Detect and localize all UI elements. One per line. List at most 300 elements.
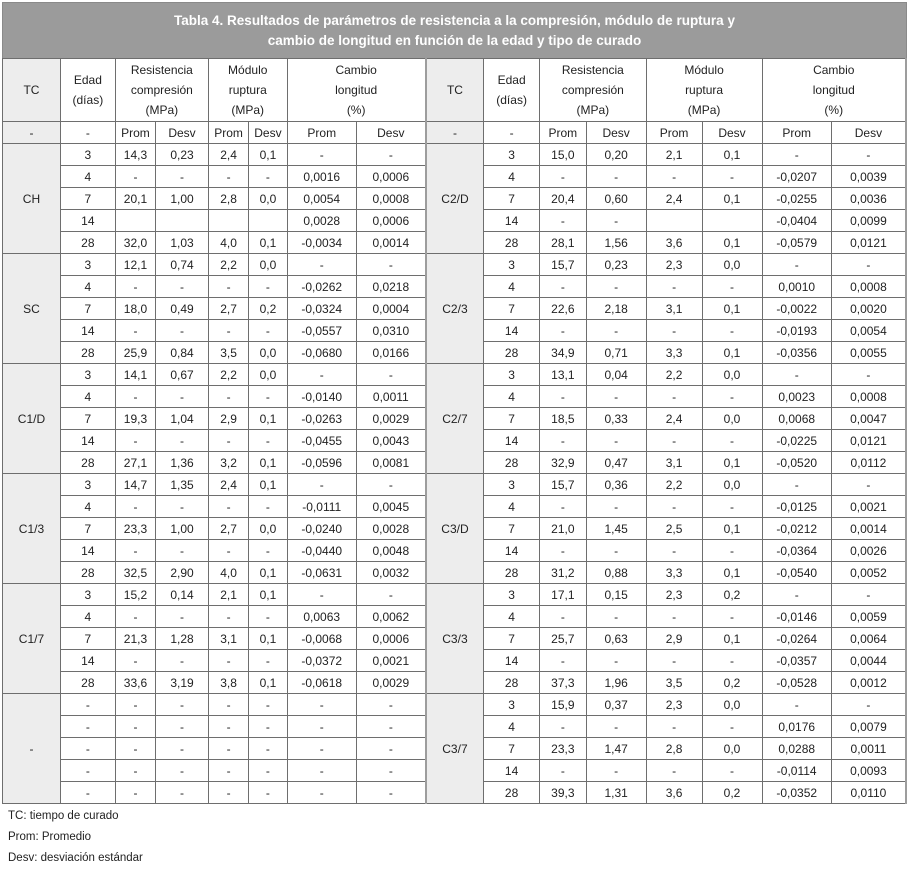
- subheader-edad-right: -: [484, 122, 540, 144]
- cambio-desv-cell: -: [356, 716, 425, 738]
- modulo-desv-cell: 0,1: [249, 584, 287, 606]
- cambio-desv-cell: -: [831, 144, 906, 166]
- resistencia-desv-cell: 0,33: [586, 408, 646, 430]
- edad-cell: 14: [60, 320, 115, 342]
- cambio-desv-cell: 0,0047: [831, 408, 906, 430]
- modulo-prom-cell: 2,3: [646, 584, 702, 606]
- modulo-prom-cell: [208, 210, 248, 232]
- resistencia-desv-cell: 0,88: [586, 562, 646, 584]
- modulo-prom-cell: -: [208, 738, 248, 760]
- resistencia-desv-cell: 0,04: [586, 364, 646, 386]
- resistencia-prom-cell: 25,7: [540, 628, 587, 650]
- header-tc-left: TC: [3, 59, 61, 122]
- cambio-prom-cell: -: [287, 760, 356, 782]
- cambio-prom-cell: -0,0324: [287, 298, 356, 320]
- modulo-desv-cell: [702, 210, 762, 232]
- header-row: [3, 59, 907, 122]
- edad-cell: 14: [60, 430, 115, 452]
- cambio-desv-cell: 0,0054: [831, 320, 906, 342]
- resistencia-prom-cell: 34,9: [540, 342, 587, 364]
- cambio-prom-cell: -0,0631: [287, 562, 356, 584]
- header-resistencia-left: Resistencia compresión (MPa): [115, 59, 208, 122]
- modulo-desv-cell: -: [702, 386, 762, 408]
- resistencia-desv-cell: -: [586, 496, 646, 518]
- resistencia-prom-cell: -: [115, 386, 155, 408]
- tc-group-label: C3/3: [426, 584, 484, 694]
- modulo-prom-cell: 2,7: [208, 298, 248, 320]
- cambio-prom-cell: -0,0680: [287, 342, 356, 364]
- cambio-prom-cell: -: [287, 716, 356, 738]
- cambio-prom-cell: -0,0240: [287, 518, 356, 540]
- subheader-prom: Prom: [287, 122, 356, 144]
- cambio-desv-cell: -: [356, 760, 425, 782]
- resistencia-desv-cell: -: [156, 650, 209, 672]
- resistencia-desv-cell: 0,15: [586, 584, 646, 606]
- resistencia-prom-cell: 27,1: [115, 452, 155, 474]
- resistencia-prom-cell: -: [540, 606, 587, 628]
- edad-cell: 3: [484, 474, 540, 496]
- table-row: [3, 254, 907, 276]
- edad-cell: 4: [60, 386, 115, 408]
- subheader-edad-left: -: [60, 122, 115, 144]
- resistencia-desv-cell: -: [156, 166, 209, 188]
- edad-cell: 28: [60, 232, 115, 254]
- resistencia-prom-cell: -: [540, 650, 587, 672]
- cambio-desv-cell: 0,0093: [831, 760, 906, 782]
- resistencia-prom-cell: 28,1: [540, 232, 587, 254]
- header-edad-right: Edad (días): [484, 59, 540, 122]
- table-body: [3, 144, 907, 804]
- resistencia-desv-cell: 0,63: [586, 628, 646, 650]
- resistencia-prom-cell: 21,0: [540, 518, 587, 540]
- modulo-prom-cell: -: [646, 540, 702, 562]
- resistencia-desv-cell: -: [586, 210, 646, 232]
- cambio-prom-cell: -: [287, 254, 356, 276]
- modulo-prom-cell: -: [646, 760, 702, 782]
- resistencia-desv-cell: 1,36: [156, 452, 209, 474]
- resistencia-prom-cell: 14,7: [115, 474, 155, 496]
- edad-cell: 7: [60, 628, 115, 650]
- resistencia-desv-cell: 0,71: [586, 342, 646, 364]
- resistencia-prom-cell: -: [115, 782, 155, 804]
- modulo-prom-cell: -: [208, 166, 248, 188]
- tc-group-label: C2/7: [426, 364, 484, 474]
- modulo-desv-cell: 0,1: [249, 562, 287, 584]
- modulo-desv-cell: -: [249, 716, 287, 738]
- cambio-desv-cell: 0,0008: [356, 188, 425, 210]
- cambio-desv-cell: 0,0055: [831, 342, 906, 364]
- modulo-prom-cell: 2,8: [646, 738, 702, 760]
- modulo-prom-cell: 3,8: [208, 672, 248, 694]
- resistencia-desv-cell: -: [156, 276, 209, 298]
- table-row: [3, 694, 907, 716]
- modulo-prom-cell: -: [646, 430, 702, 452]
- cambio-prom-cell: -0,0193: [762, 320, 831, 342]
- cambio-desv-cell: 0,0064: [831, 628, 906, 650]
- edad-cell: 3: [60, 474, 115, 496]
- modulo-desv-cell: -: [702, 276, 762, 298]
- cambio-prom-cell: -0,0212: [762, 518, 831, 540]
- resistencia-prom-cell: 23,3: [115, 518, 155, 540]
- header-modulo-right: Módulo ruptura (MPa): [646, 59, 762, 122]
- resistencia-prom-cell: 14,1: [115, 364, 155, 386]
- modulo-desv-cell: -: [702, 166, 762, 188]
- modulo-prom-cell: 2,9: [646, 628, 702, 650]
- cambio-desv-cell: 0,0021: [831, 496, 906, 518]
- tc-group-label: C1/D: [3, 364, 61, 474]
- resistencia-prom-cell: 13,1: [540, 364, 587, 386]
- resistencia-desv-cell: 1,35: [156, 474, 209, 496]
- modulo-prom-cell: 3,3: [646, 562, 702, 584]
- cambio-prom-cell: -: [762, 584, 831, 606]
- modulo-desv-cell: 0,2: [249, 298, 287, 320]
- resistencia-prom-cell: 22,6: [540, 298, 587, 320]
- modulo-prom-cell: -: [646, 166, 702, 188]
- edad-cell: 4: [60, 276, 115, 298]
- modulo-prom-cell: -: [646, 320, 702, 342]
- tc-group-label: C1/3: [3, 474, 61, 584]
- header-cambio-right: Cambio longitud (%): [762, 59, 906, 122]
- resistencia-prom-cell: -: [540, 276, 587, 298]
- resistencia-prom-cell: 23,3: [540, 738, 587, 760]
- cambio-desv-cell: -: [356, 144, 425, 166]
- resistencia-desv-cell: -: [156, 694, 209, 716]
- modulo-prom-cell: 3,1: [646, 452, 702, 474]
- cambio-prom-cell: -0,0557: [287, 320, 356, 342]
- modulo-prom-cell: 3,3: [646, 342, 702, 364]
- cambio-desv-cell: -: [831, 584, 906, 606]
- edad-cell: 28: [60, 672, 115, 694]
- cambio-desv-cell: 0,0110: [831, 782, 906, 804]
- modulo-desv-cell: -: [702, 430, 762, 452]
- resistencia-desv-cell: 0,60: [586, 188, 646, 210]
- resistencia-prom-cell: 39,3: [540, 782, 587, 804]
- modulo-desv-cell: 0,1: [249, 452, 287, 474]
- modulo-desv-cell: -: [702, 606, 762, 628]
- cambio-prom-cell: -0,0540: [762, 562, 831, 584]
- edad-cell: 4: [484, 716, 540, 738]
- resistencia-desv-cell: 1,28: [156, 628, 209, 650]
- edad-cell: 7: [60, 298, 115, 320]
- modulo-prom-cell: 3,5: [646, 672, 702, 694]
- modulo-desv-cell: -: [249, 320, 287, 342]
- cambio-desv-cell: 0,0036: [831, 188, 906, 210]
- modulo-prom-cell: -: [208, 276, 248, 298]
- modulo-prom-cell: -: [208, 496, 248, 518]
- resistencia-prom-cell: 14,3: [115, 144, 155, 166]
- resistencia-prom-cell: 18,0: [115, 298, 155, 320]
- modulo-prom-cell: 4,0: [208, 562, 248, 584]
- modulo-desv-cell: -: [702, 540, 762, 562]
- cambio-prom-cell: 0,0028: [287, 210, 356, 232]
- resistencia-desv-cell: -: [586, 540, 646, 562]
- resistencia-prom-cell: -: [540, 496, 587, 518]
- resistencia-desv-cell: -: [156, 430, 209, 452]
- resistencia-prom-cell: -: [540, 210, 587, 232]
- modulo-desv-cell: 0,1: [249, 672, 287, 694]
- table-row: [3, 144, 907, 166]
- cambio-desv-cell: 0,0028: [356, 518, 425, 540]
- resistencia-desv-cell: -: [156, 496, 209, 518]
- resistencia-prom-cell: 32,0: [115, 232, 155, 254]
- modulo-prom-cell: -: [208, 760, 248, 782]
- cambio-desv-cell: 0,0029: [356, 408, 425, 430]
- modulo-desv-cell: 0,1: [702, 562, 762, 584]
- cambio-desv-cell: 0,0011: [356, 386, 425, 408]
- edad-cell: 7: [484, 738, 540, 760]
- header-resistencia-right: Resistencia compresión (MPa): [540, 59, 647, 122]
- modulo-prom-cell: -: [208, 386, 248, 408]
- edad-cell: -: [60, 716, 115, 738]
- cambio-prom-cell: -0,0579: [762, 232, 831, 254]
- resistencia-prom-cell: -: [540, 386, 587, 408]
- edad-cell: 28: [484, 452, 540, 474]
- table-title: [2, 2, 907, 58]
- modulo-desv-cell: 0,1: [702, 342, 762, 364]
- subheader-prom: Prom: [115, 122, 155, 144]
- subheader-desv: Desv: [249, 122, 287, 144]
- modulo-desv-cell: 0,0: [702, 364, 762, 386]
- cambio-prom-cell: 0,0176: [762, 716, 831, 738]
- modulo-desv-cell: 0,0: [249, 188, 287, 210]
- resistencia-desv-cell: 1,45: [586, 518, 646, 540]
- modulo-desv-cell: 0,1: [249, 144, 287, 166]
- resistencia-desv-cell: 1,00: [156, 518, 209, 540]
- resistencia-prom-cell: -: [540, 166, 587, 188]
- modulo-desv-cell: 0,0: [702, 738, 762, 760]
- resistencia-desv-cell: 1,47: [586, 738, 646, 760]
- modulo-prom-cell: 2,2: [646, 364, 702, 386]
- modulo-desv-cell: -: [249, 738, 287, 760]
- modulo-desv-cell: 0,1: [249, 408, 287, 430]
- resistencia-prom-cell: 20,4: [540, 188, 587, 210]
- tc-group-label: C3/7: [426, 694, 484, 804]
- cambio-prom-cell: -0,0372: [287, 650, 356, 672]
- cambio-prom-cell: -: [287, 584, 356, 606]
- modulo-prom-cell: 4,0: [208, 232, 248, 254]
- resistencia-desv-cell: -: [156, 782, 209, 804]
- modulo-desv-cell: 0,2: [702, 584, 762, 606]
- cambio-prom-cell: -0,0207: [762, 166, 831, 188]
- subheader-desv: Desv: [586, 122, 646, 144]
- modulo-prom-cell: -: [646, 716, 702, 738]
- subheader-prom: Prom: [646, 122, 702, 144]
- cambio-desv-cell: 0,0052: [831, 562, 906, 584]
- edad-cell: 14: [484, 320, 540, 342]
- cambio-prom-cell: 0,0288: [762, 738, 831, 760]
- resistencia-desv-cell: 2,90: [156, 562, 209, 584]
- cambio-desv-cell: 0,0310: [356, 320, 425, 342]
- header-tc-right: TC: [426, 59, 484, 122]
- resistencia-desv-cell: -: [156, 320, 209, 342]
- modulo-desv-cell: 0,0: [702, 474, 762, 496]
- subheader-prom: Prom: [208, 122, 248, 144]
- edad-cell: 28: [484, 342, 540, 364]
- cambio-desv-cell: 0,0079: [831, 716, 906, 738]
- modulo-prom-cell: 2,9: [208, 408, 248, 430]
- edad-cell: 7: [484, 628, 540, 650]
- modulo-desv-cell: -: [702, 496, 762, 518]
- cambio-prom-cell: -0,0352: [762, 782, 831, 804]
- cambio-desv-cell: -: [356, 364, 425, 386]
- resistencia-prom-cell: -: [540, 716, 587, 738]
- resistencia-prom-cell: 32,5: [115, 562, 155, 584]
- resistencia-prom-cell: [115, 210, 155, 232]
- modulo-desv-cell: [249, 210, 287, 232]
- table-title-line-1: Tabla 4. Resultados de parámetros de resistencia a la compresión, módulo de ruptura y: [174, 13, 735, 28]
- modulo-prom-cell: [646, 210, 702, 232]
- cambio-prom-cell: -0,0520: [762, 452, 831, 474]
- modulo-desv-cell: 0,1: [249, 628, 287, 650]
- modulo-prom-cell: 3,6: [646, 782, 702, 804]
- cambio-prom-cell: -0,0264: [762, 628, 831, 650]
- cambio-desv-cell: -: [831, 474, 906, 496]
- resistencia-desv-cell: 1,00: [156, 188, 209, 210]
- modulo-prom-cell: 3,1: [646, 298, 702, 320]
- resistencia-prom-cell: -: [540, 540, 587, 562]
- resistencia-prom-cell: 12,1: [115, 254, 155, 276]
- resistencia-prom-cell: -: [115, 694, 155, 716]
- resistencia-desv-cell: 0,36: [586, 474, 646, 496]
- edad-cell: -: [60, 782, 115, 804]
- modulo-desv-cell: -: [702, 716, 762, 738]
- modulo-desv-cell: -: [249, 760, 287, 782]
- edad-cell: -: [60, 694, 115, 716]
- cambio-prom-cell: 0,0068: [762, 408, 831, 430]
- subheader-prom: Prom: [540, 122, 587, 144]
- resistencia-prom-cell: 19,3: [115, 408, 155, 430]
- cambio-desv-cell: 0,0004: [356, 298, 425, 320]
- edad-cell: 4: [484, 386, 540, 408]
- cambio-prom-cell: -: [762, 254, 831, 276]
- resistencia-desv-cell: 2,18: [586, 298, 646, 320]
- modulo-desv-cell: 0,1: [249, 474, 287, 496]
- modulo-desv-cell: 0,0: [249, 254, 287, 276]
- modulo-prom-cell: -: [208, 430, 248, 452]
- cambio-prom-cell: -0,0022: [762, 298, 831, 320]
- edad-cell: 14: [60, 210, 115, 232]
- cambio-prom-cell: -: [287, 364, 356, 386]
- modulo-prom-cell: 2,4: [208, 144, 248, 166]
- edad-cell: 28: [60, 342, 115, 364]
- modulo-prom-cell: 3,2: [208, 452, 248, 474]
- resistencia-prom-cell: 21,3: [115, 628, 155, 650]
- cambio-prom-cell: -0,0111: [287, 496, 356, 518]
- modulo-prom-cell: -: [208, 716, 248, 738]
- cambio-desv-cell: -: [356, 474, 425, 496]
- resistencia-desv-cell: 0,67: [156, 364, 209, 386]
- modulo-prom-cell: 2,1: [208, 584, 248, 606]
- edad-cell: 14: [484, 210, 540, 232]
- edad-cell: 4: [60, 496, 115, 518]
- modulo-prom-cell: 2,3: [646, 254, 702, 276]
- resistencia-desv-cell: -: [156, 386, 209, 408]
- resistencia-prom-cell: -: [115, 760, 155, 782]
- resistencia-desv-cell: -: [586, 650, 646, 672]
- resistencia-prom-cell: 18,5: [540, 408, 587, 430]
- subheader-desv: Desv: [831, 122, 906, 144]
- tc-group-label: C1/7: [3, 584, 61, 694]
- cambio-prom-cell: -: [287, 474, 356, 496]
- resistencia-desv-cell: -: [586, 386, 646, 408]
- resistencia-prom-cell: 17,1: [540, 584, 587, 606]
- tc-group-label: C3/D: [426, 474, 484, 584]
- table-row: [3, 584, 907, 606]
- subheader-tc-left: -: [3, 122, 61, 144]
- resistencia-desv-cell: -: [586, 716, 646, 738]
- cambio-prom-cell: -0,0356: [762, 342, 831, 364]
- resistencia-prom-cell: 15,0: [540, 144, 587, 166]
- edad-cell: 28: [484, 232, 540, 254]
- cambio-prom-cell: -: [287, 694, 356, 716]
- edad-cell: -: [60, 738, 115, 760]
- cambio-desv-cell: 0,0059: [831, 606, 906, 628]
- resistencia-desv-cell: -: [156, 716, 209, 738]
- cambio-prom-cell: -: [287, 782, 356, 804]
- modulo-desv-cell: -: [249, 540, 287, 562]
- cambio-prom-cell: -0,0263: [287, 408, 356, 430]
- edad-cell: 7: [60, 518, 115, 540]
- cambio-prom-cell: -0,0357: [762, 650, 831, 672]
- modulo-desv-cell: -: [249, 430, 287, 452]
- edad-cell: 14: [484, 540, 540, 562]
- resistencia-prom-cell: 32,9: [540, 452, 587, 474]
- modulo-prom-cell: 2,8: [208, 188, 248, 210]
- modulo-prom-cell: 3,5: [208, 342, 248, 364]
- cambio-desv-cell: -: [831, 364, 906, 386]
- results-table: [2, 58, 907, 804]
- cambio-desv-cell: 0,0099: [831, 210, 906, 232]
- cambio-desv-cell: 0,0043: [356, 430, 425, 452]
- edad-cell: 3: [484, 694, 540, 716]
- cambio-desv-cell: -: [831, 254, 906, 276]
- resistencia-prom-cell: -: [115, 738, 155, 760]
- modulo-prom-cell: 2,2: [646, 474, 702, 496]
- edad-cell: 14: [60, 540, 115, 562]
- modulo-desv-cell: 0,0: [702, 694, 762, 716]
- modulo-desv-cell: -: [249, 276, 287, 298]
- resistencia-desv-cell: 3,19: [156, 672, 209, 694]
- cambio-prom-cell: -0,0440: [287, 540, 356, 562]
- modulo-desv-cell: -: [249, 650, 287, 672]
- resistencia-desv-cell: 0,14: [156, 584, 209, 606]
- cambio-prom-cell: -0,0404: [762, 210, 831, 232]
- cambio-desv-cell: 0,0039: [831, 166, 906, 188]
- resistencia-prom-cell: -: [115, 166, 155, 188]
- modulo-desv-cell: -: [702, 650, 762, 672]
- resistencia-prom-cell: -: [540, 760, 587, 782]
- subheader-desv: Desv: [702, 122, 762, 144]
- modulo-prom-cell: -: [646, 650, 702, 672]
- cambio-prom-cell: -0,0068: [287, 628, 356, 650]
- resistencia-prom-cell: -: [115, 430, 155, 452]
- modulo-prom-cell: -: [646, 496, 702, 518]
- modulo-prom-cell: -: [646, 606, 702, 628]
- modulo-prom-cell: 2,1: [646, 144, 702, 166]
- subheader-tc-right: -: [426, 122, 484, 144]
- cambio-desv-cell: -: [831, 694, 906, 716]
- modulo-desv-cell: 0,0: [702, 408, 762, 430]
- modulo-desv-cell: 0,1: [702, 188, 762, 210]
- resistencia-prom-cell: -: [115, 716, 155, 738]
- resistencia-prom-cell: 25,9: [115, 342, 155, 364]
- modulo-desv-cell: -: [702, 320, 762, 342]
- modulo-desv-cell: 0,1: [702, 144, 762, 166]
- cambio-prom-cell: 0,0063: [287, 606, 356, 628]
- cambio-prom-cell: -: [287, 738, 356, 760]
- edad-cell: 7: [484, 298, 540, 320]
- modulo-prom-cell: 2,7: [208, 518, 248, 540]
